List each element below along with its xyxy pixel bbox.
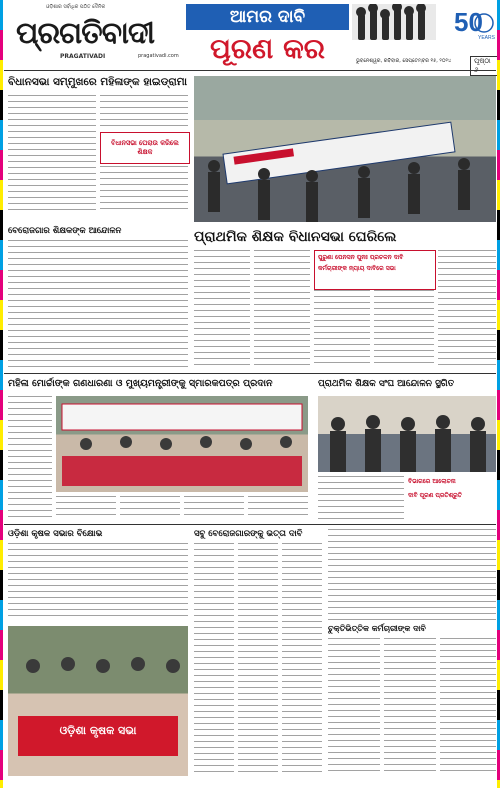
masthead-title[interactable]: ପ୍ରଗତିବାଦୀ [16,16,155,51]
story7-headline[interactable]: ସବୁ ବେରୋଜଗାରଙ୍କୁ ଭତ୍ତା ଦାବି [194,529,303,539]
story2-body-col5 [438,250,496,368]
story1-body-col1 [8,95,96,213]
story4-body-col4 [184,496,244,520]
story1-pullquote-box [100,132,190,164]
story2-body-col2 [254,250,310,368]
story5-headline[interactable]: ପ୍ରାଥମିକ ଶିକ୍ଷକ ସଂଘ ଆନ୍ଦୋଳନ ସ୍ଥଗିତ [318,379,455,389]
banner-bottom-text: ପୂରଣ କର [209,32,325,65]
story7-body-col3 [282,543,322,776]
story8-headline[interactable]: ଚୁକ୍ତିଭିତ୍ତିକ କର୍ମଚାରୀଙ୍କ ଦାବି [328,624,426,633]
raised-fists-icon [352,4,436,40]
story7-body-col2 [238,543,278,776]
story7-body-col1 [194,543,234,776]
mid-rule-1 [4,373,496,374]
story1-body-col2a [100,95,188,129]
story2-sidebar-box [314,250,436,290]
story8-body-col3 [440,638,496,776]
story2-sidebar-sub: କର୍ମଚାରୀଙ୍କ ନ୍ୟାୟ ଦାବିରେ ସଭା [318,265,396,272]
story2-body-col4 [374,290,434,368]
masthead-tagline: ଓଡ଼ିଶାର ସର୍ବାଧିକ ପଠିତ ଦୈନିକ [46,4,106,10]
story3-body [8,240,188,368]
story6-body [8,543,188,621]
story1-photo[interactable] [194,76,496,222]
story5-bullets [408,478,496,500]
story4-body-col2 [56,496,116,520]
story1-body-col2b [100,166,188,213]
story8-lead-body [328,529,496,621]
story4-body-col5 [248,496,308,520]
story4-body-col1 [8,396,52,520]
anniversary-number: 50 [454,7,483,37]
story2-body-col3 [314,290,370,368]
story2-sidebar-title: ପୁରୁଣା ପେନସନ ପୁନଃ ପ୍ରଚଳନ ଦାବି [318,254,404,261]
story8-body-col2 [384,638,436,776]
story6-photo[interactable] [8,626,188,776]
anniversary-label: YEARS [478,35,495,41]
story4-body-col3 [120,496,180,520]
story5-body [318,476,404,520]
story4-headline[interactable]: ମହିଳା ମୋର୍ଚ୍ଚାଙ୍କ ଗଣଧାରଣା ଓ ମୁଖ୍ୟମନ୍ତ୍ରୀଙ୍କୁ ସ୍ମାରକପତ୍ର ପ୍ରଦାନ [8,378,273,389]
story1-pullquote: ବିଧାନସଭା ଘେରାଉ କରିଲେ ଶିକ୍ଷକ [111,139,179,156]
dateline: ଭୁବନେଶ୍ୱର, ରବିବାର, ସେପ୍ଟେମ୍ବର ୧୫, ୨୦୨୪ [356,58,452,64]
story3-headline[interactable]: ବେରୋଜଗାର ଶିକ୍ଷକଙ୍କ ଆନ୍ଦୋଳନ [8,226,122,236]
story2-body-col1 [194,250,250,368]
mid-rule-2 [4,524,496,525]
story4-photo[interactable] [56,396,308,492]
header-rule [4,70,496,71]
masthead-subtitle: PRAGATIVADI [60,53,106,60]
anniversary-logo [440,3,496,41]
story5-bullet-2: ଦାବି ପୂରଣ ପ୍ରତିଶ୍ରୁତି [408,492,462,499]
story5-bullet-1: ବିଭାଗରେ ଆଲୋଚନା [408,478,456,485]
story8-body-col1 [328,638,380,776]
page-number: ପୃଷ୍ଠା [470,56,500,76]
banner-top-text: ଆମର ଦାବି [186,4,349,30]
story6-headline[interactable]: ଓଡ଼ିଶା କୃଷକ ସଭାର ବିକ୍ଷୋଭ [8,529,103,539]
left-color-strip [0,0,3,788]
story6-banner-text: ଓଡ଼ିଶା କୃଷକ ସଭା [59,724,137,737]
masthead-site[interactable]: pragativadi.com [138,53,179,59]
story2-headline[interactable]: ପ୍ରାଥମିକ ଶିକ୍ଷକ ବିଧାନସଭା ଘେରିଲେ [194,229,397,245]
story5-photo[interactable] [318,396,496,472]
story1-headline[interactable]: ବିଧାନସଭା ସମ୍ମୁଖରେ ମହିଳାଙ୍କ ହାଇଡ୍ରାମା [8,76,187,88]
